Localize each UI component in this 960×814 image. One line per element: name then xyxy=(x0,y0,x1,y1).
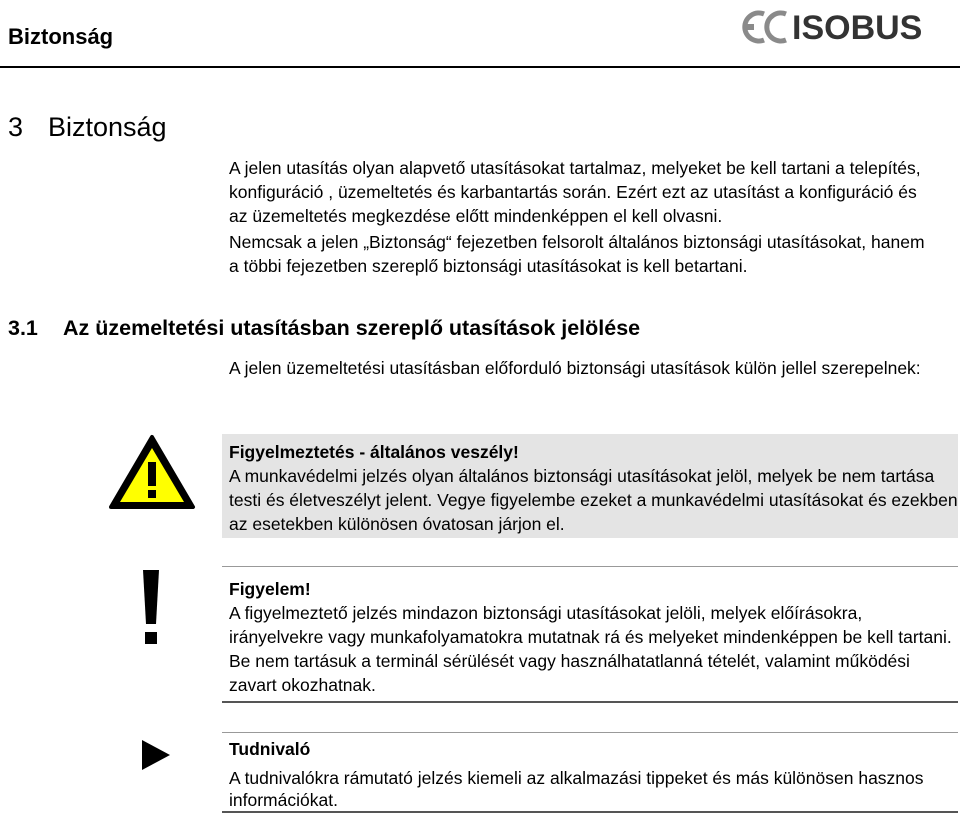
section-title: Az üzemeltetési utasításban szereplő utasítások jelölése xyxy=(63,316,641,340)
chapter-number: 3 xyxy=(8,112,24,142)
intro-paragraph-2: Nemcsak a jelen „Biztonság“ fejezetben felsorolt általános biztonsági utasításokat, hanem a többi fejezetben szereplő biztonsági utasításokat is kell betartani. xyxy=(229,232,925,276)
intro-paragraph-1: A jelen utasítás olyan alapvető utasításokat tartalmaz, melyeket be kell tartani a telepítés, konfiguráció , üzemeltetés és karbantartás során. Ezért ezt az utasítást a konfiguráció és az üzemeltetés megkezdése előtt mindenképpen el kell olvasni. xyxy=(229,158,921,226)
section-paragraph: A jelen üzemeltetési utasításban előforduló biztonsági utasítások külön jellel szerepelnek: xyxy=(229,358,921,378)
warning-title: Figyelmeztetés - általános veszély! xyxy=(229,442,519,462)
warning-notice xyxy=(222,434,958,538)
note-title: Tudnivaló xyxy=(229,739,311,759)
warning-triangle-icon xyxy=(108,434,196,515)
note-notice xyxy=(222,732,958,813)
logo-icon xyxy=(742,6,946,48)
caution-title: Figyelem! xyxy=(229,579,311,599)
logo-text: ISOBUS xyxy=(792,9,923,47)
section-heading xyxy=(8,316,640,341)
chapter-title: Biztonság xyxy=(48,112,167,142)
chapter-heading xyxy=(8,112,167,143)
cci-isobus-logo xyxy=(742,6,946,48)
caution-notice xyxy=(222,566,958,703)
note-body: A tudnivalókra rámutató jelzés kiemeli az alkalmazási tippeket és más különösen hasznos információkat. xyxy=(229,768,924,810)
header-divider xyxy=(0,66,960,68)
exclamation-icon xyxy=(141,570,161,651)
page-header-title: Biztonság xyxy=(8,24,114,49)
section-number: 3.1 xyxy=(8,316,38,340)
caution-body: A figyelmeztető jelzés mindazon biztonsági utasításokat jelöli, melyek előírásokra, irányelvekre vagy munkafolyamatokra mutatnak rá és melyeket mindenképpen be kell tartani. Be nem tartásuk a terminál sérülését vagy használhatatlanná tételét, valamint működési zavart okozhatnak. xyxy=(229,603,952,695)
warning-body: A munkavédelmi jelzés olyan általános biztonsági utasításokat jelöl, melyek be nem tartása testi és életveszélyt jelent. Vegye figyelembe ezeket a munkavédelmi utasításokat és ezekben az esetekben különösen óvatosan járjon el. xyxy=(229,466,958,534)
play-arrow-icon xyxy=(140,738,172,777)
